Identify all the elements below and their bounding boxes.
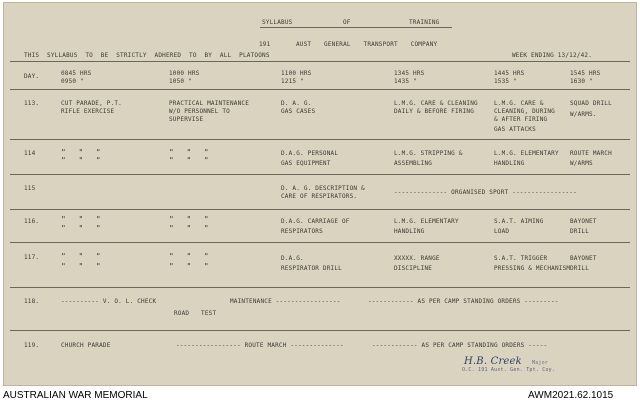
signature: H.B. Creek: [464, 356, 522, 367]
cell-113-6a: SQUAD DRILL: [570, 100, 612, 107]
cell-113-1a: CUT PARADE, P.T.: [61, 100, 122, 107]
cell-117-6b: DRILL: [570, 265, 590, 272]
instruction-text: THIS SYLLABUS TO BE STRICTLY ADHERED TO BY ALL PLATOONS: [24, 52, 270, 59]
document-sheet: [3, 2, 637, 386]
cell-114-6a: ROUTE MARCH: [570, 150, 612, 157]
rule-116: [10, 242, 630, 243]
col-p4-end: 1435 ": [394, 78, 417, 85]
unit-name: AUST GENERAL TRANSPORT COMPANY: [296, 41, 438, 48]
ditto-114-2b: " " ": [169, 156, 210, 165]
rule-top: [10, 61, 630, 62]
col-p6-end: 1630 ": [570, 78, 593, 85]
archive-footer: [0, 387, 640, 402]
cell-114-6b: W/ARMS: [570, 160, 593, 167]
day-118: 118.: [24, 298, 40, 305]
ditto-114-1a: " " ": [61, 148, 102, 157]
road-test: ROAD TEST: [174, 310, 217, 317]
cell-113-5d: GAS ATTACKS: [494, 126, 536, 133]
cell-113-5c: & AFTER FIRING: [494, 116, 548, 123]
day-113: 113.: [24, 100, 40, 107]
title-syllabus: SYLLABUS: [262, 19, 293, 26]
cell-116-3a: D.A.G. CARRIAGE OF: [281, 218, 350, 225]
cell-113-2c: SUPERVISE: [169, 116, 204, 123]
stamp-unit: O.C. 191 Aust. Gen. Tpt. Coy.: [462, 367, 556, 373]
rule-header: [10, 89, 630, 90]
ditto-116-1a: " " ": [61, 215, 102, 224]
cell-117-3b: RESPIRATOR DRILL: [281, 265, 342, 272]
cell-116-4a: L.M.G. ELEMENTARY: [394, 218, 459, 225]
cell-114-5a: L.M.G. ELEMENTARY: [494, 150, 559, 157]
vol-check: ---------- V. O. L. CHECK: [61, 298, 157, 305]
cell-113-4b: DAILY & BEFORE FIRING: [394, 108, 475, 115]
cell-117-4b: DISCIPLINE: [394, 265, 433, 272]
ditto-114-2a: " " ": [169, 148, 210, 157]
ditto-117-1b: " " ": [61, 262, 102, 271]
col-p3-start: 1100 HRS: [281, 70, 312, 77]
cell-114-3a: D.A.G. PERSONAL: [281, 150, 339, 157]
cell-113-2a: PRACTICAL MAINTENANCE: [169, 100, 250, 107]
cell-116-5a: S.A.T. AIMING: [494, 218, 544, 225]
cell-116-6a: BAYONET: [570, 218, 597, 225]
week-ending: WEEK ENDING 13/12/42.: [512, 52, 593, 59]
route-march: ----------------- ROUTE MARCH --------------: [176, 342, 344, 349]
cell-114-3b: GAS EQUIPMENT: [281, 160, 331, 167]
col-p2-end: 1050 ": [169, 78, 192, 85]
col-p3-end: 1215 ": [281, 78, 304, 85]
footer-institution: AUSTRALIAN WAR MEMORIAL: [3, 390, 148, 401]
cell-117-5b: PRESSING & MECHANISM: [494, 265, 571, 272]
title-underline: [260, 27, 452, 28]
cell-114-5b: HANDLING: [494, 160, 525, 167]
col-p1-start: 0845 HRS: [61, 70, 92, 77]
maintenance: MAINTENANCE -----------------: [230, 298, 341, 305]
title-training: TRAINING: [409, 19, 440, 26]
cell-114-4b: ASSEMBLING: [394, 160, 433, 167]
organised-sport: -------------- ORGANISED SPORT -----------------: [394, 189, 577, 196]
col-p6-start: 1545 HRS: [570, 70, 601, 77]
rule-118: [10, 330, 630, 331]
col-p5-end: 1535 ": [494, 78, 517, 85]
unit-number: 191: [259, 41, 271, 48]
cell-114-4a: L.M.G. STRIPPING &: [394, 150, 463, 157]
rule-117: [10, 287, 630, 288]
stamp-rank: Major: [532, 360, 549, 366]
ditto-117-2b: " " ": [169, 262, 210, 271]
cell-113-5a: L.M.G. CARE &: [494, 100, 544, 107]
ditto-116-2a: " " ": [169, 215, 210, 224]
col-p2-start: 1000 HRS: [169, 70, 200, 77]
ditto-117-2a: " " ": [169, 252, 210, 261]
day-114: 114: [24, 150, 36, 157]
title-of: OF: [343, 19, 351, 26]
cell-113-5b: CLEANING, DURING: [494, 108, 555, 115]
ditto-114-1b: " " ": [61, 156, 102, 165]
footer-accession: AWM2021.62.1015: [528, 390, 614, 401]
cell-113-4a: L.M.G. CARE & CLEANING: [394, 100, 478, 107]
col-p4-start: 1345 HRS: [394, 70, 425, 77]
cell-113-2b: W/O PERSONNEL TO: [169, 108, 230, 115]
ditto-117-1a: " " ": [61, 252, 102, 261]
rule-113: [10, 139, 630, 140]
cell-113-6b: W/ARMS.: [570, 111, 597, 118]
day-115: 115: [24, 185, 36, 192]
cell-116-6b: DRILL: [570, 228, 590, 235]
cell-115-3b: CARE OF RESPIRATORS.: [281, 193, 358, 200]
cell-115-3a: D. A. G. DESCRIPTION &: [281, 185, 365, 192]
col-p1-end: 0950 ": [61, 78, 84, 85]
col-p5-start: 1445 HRS: [494, 70, 525, 77]
cell-117-3a: D.A.G.: [281, 255, 304, 262]
col-day: DAY.: [24, 73, 40, 80]
church-parade: CHURCH PARADE: [61, 342, 111, 349]
cell-117-4a: XXXXX. RANGE: [394, 255, 440, 262]
cell-117-5a: S.A.T. TRIGGER: [494, 255, 548, 262]
ditto-116-2b: " " ": [169, 224, 210, 233]
day-116: 116.: [24, 218, 40, 225]
cell-113-3b: GAS CASES: [281, 108, 316, 115]
cell-116-4b: HANDLING: [394, 228, 425, 235]
day-119: 119.: [24, 342, 40, 349]
rule-115: [10, 209, 630, 210]
cell-113-3a: D. A. G.: [281, 100, 312, 107]
camp-orders-119: ------------ AS PER CAMP STANDING ORDERS -----: [372, 342, 548, 349]
day-117: 117.: [24, 254, 40, 261]
cell-116-5b: LOAD: [494, 228, 510, 235]
rule-114: [10, 174, 630, 175]
camp-orders-118: ------------ AS PER CAMP STANDING ORDERS ---------: [368, 298, 559, 305]
ditto-116-1b: " " ": [61, 224, 102, 233]
cell-116-3b: RESPIRATORS: [281, 228, 323, 235]
cell-113-1b: RIFLE EXERCISE: [61, 108, 115, 115]
cell-117-6a: BAYONET: [570, 255, 597, 262]
